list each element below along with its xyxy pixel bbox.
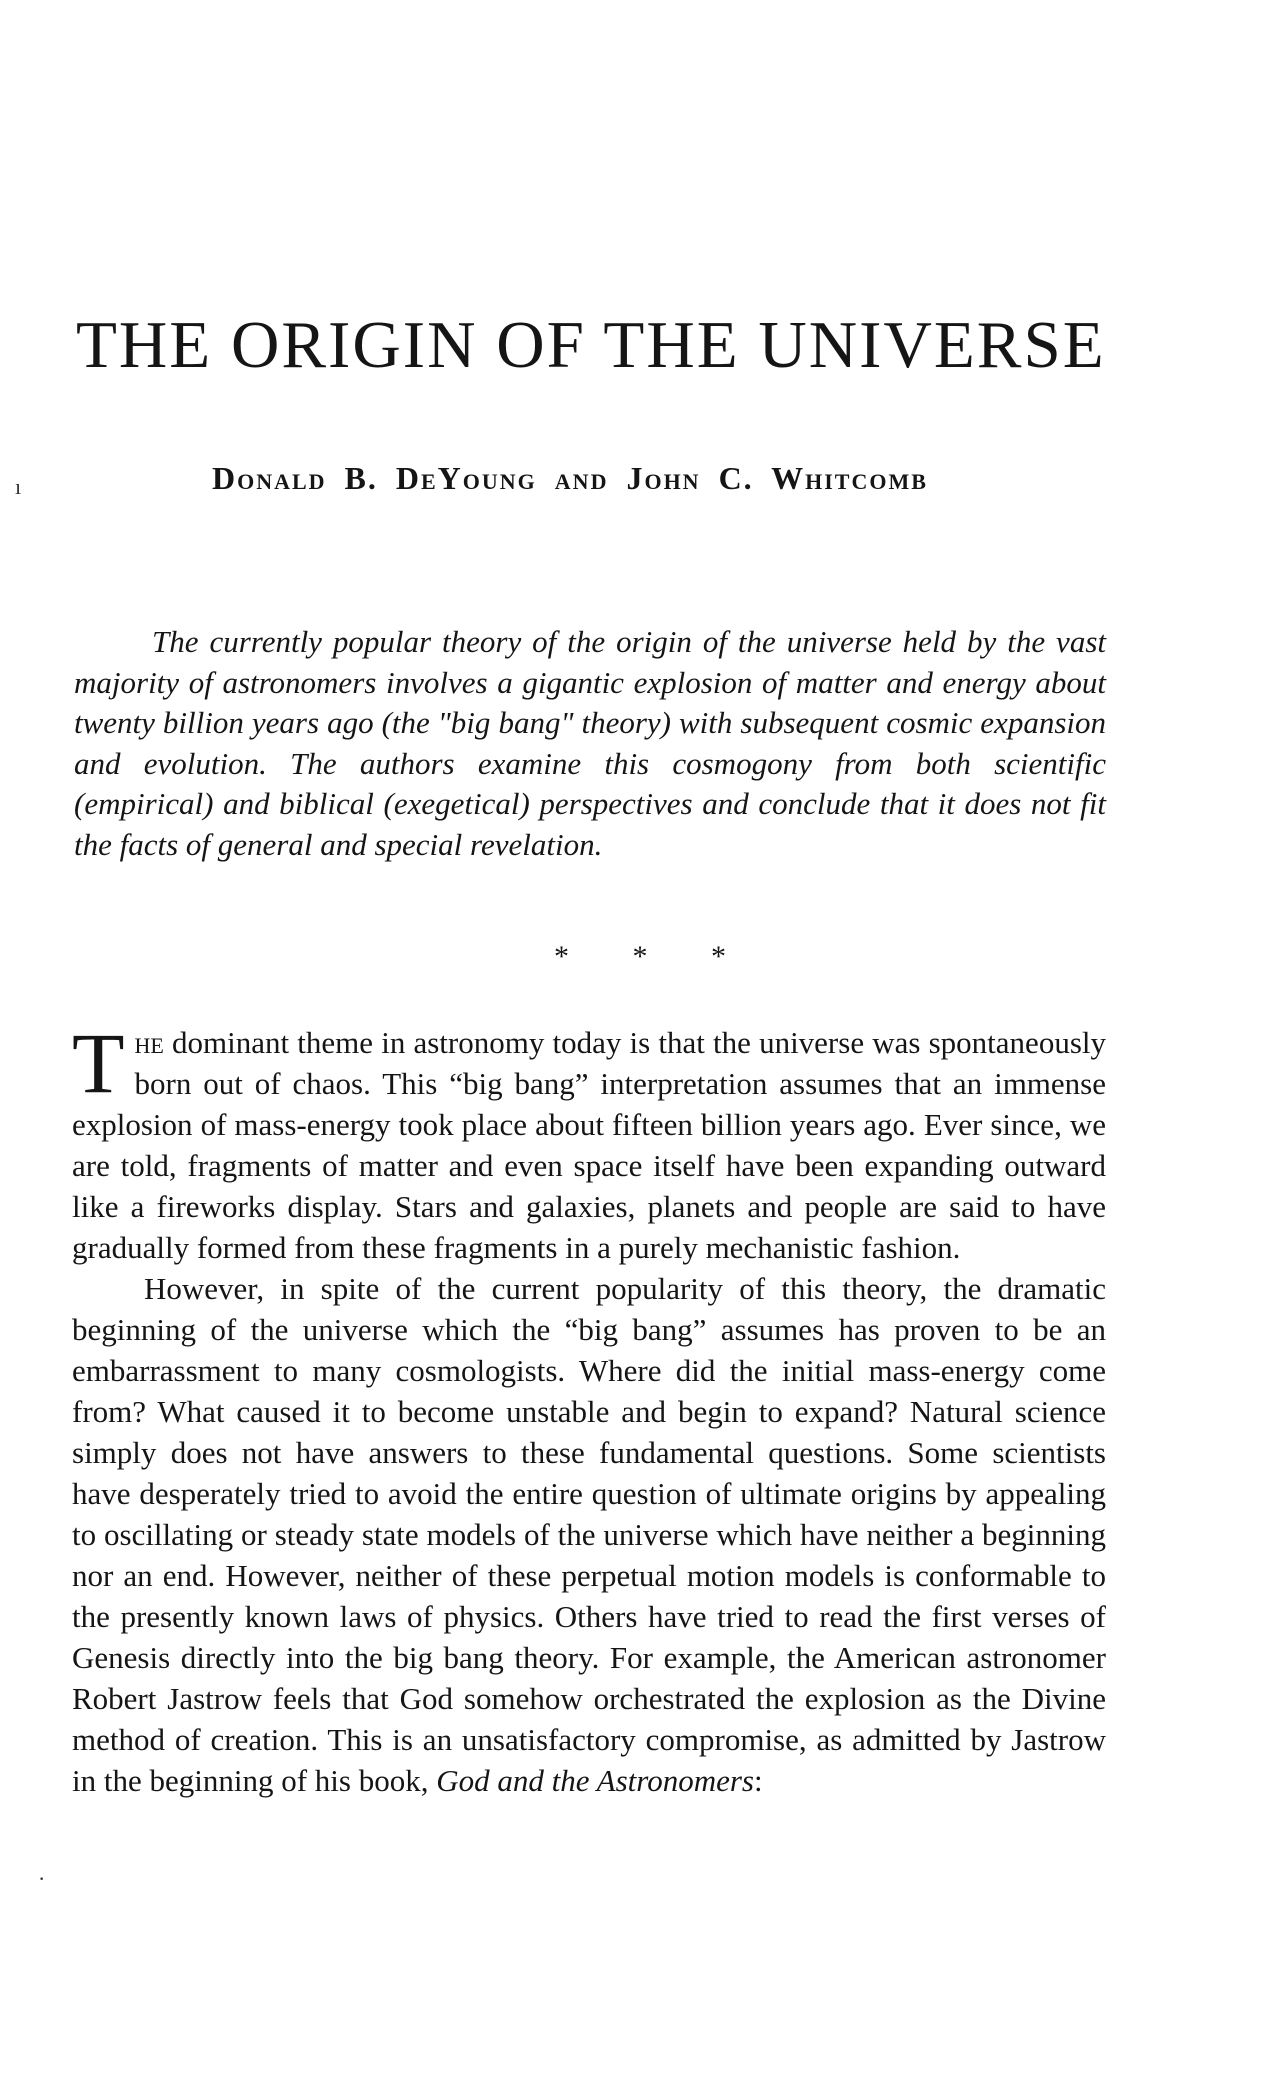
article-title: THE ORIGIN OF THE UNIVERSE: [76, 308, 1106, 382]
body-paragraph-2: [72, 1268, 1106, 1801]
book-title: God and the Astronomers: [436, 1763, 754, 1798]
lead-in: he: [134, 1025, 164, 1060]
paragraph-text: However, in spite of the current popularity of this theory, the dramatic beginning of the universe which the “big bang” assumes has proven to be an embarrassment to many cosmologists. Where did the initial mass-energy come from? What caused it to become unstable and begin to expand? Natural science simply does not have answers to these fundamental questions. Some scientists have desperately tried to avoid the entire question of ultimate origins by appealing to oscillating or steady state models of the universe which have neither a beginning nor an end. However, neither of these perpetual motion models is conformable to the presently known laws of physics. Others have tried to read the first verses of Genesis directly into the big bang theory. For example, the American astronomer Robert Jastrow feels that God somehow orchestrated the explosion as the Divine method of creation. This is an unsatisfactory compromise, as admitted by Jastrow in the beginning of his book,: [72, 1271, 1106, 1798]
paragraph-text: dominant theme in astronomy today is that the universe was spontaneously born out of chaos. This “big bang” interpretation assumes that an immense explosion of mass-energy took place about fifteen billion years ago. Ever since, we are told, fragments of matter and even space itself have been expanding outward like a fireworks display. Stars and galaxies, planets and people are said to have gradually formed from these fragments in a purely mechanistic fashion.: [72, 1025, 1106, 1265]
article-body: [72, 1015, 1106, 1801]
body-paragraph-1: [72, 1015, 1106, 1268]
stray-mark: ı: [15, 474, 22, 499]
article-abstract: The currently popular theory of the origin of the universe held by the vast majority of astronomers involves a gigantic explosion of matter and energy about twenty billion years ago (the "big bang" theory) with subsequent cosmic expansion and evolution. The authors examine this cosmogony from both scientific (empirical) and biblical (exegetical) perspectives and conclude that it does not fit the facts of general and special revelation.: [74, 624, 1106, 862]
stray-mark: ·: [38, 1866, 46, 1891]
paragraph-end: :: [753, 1763, 763, 1798]
drop-cap: T: [72, 1015, 125, 1111]
section-separator: * * *: [554, 940, 754, 973]
article-authors: Donald B. DeYoung and John C. Whitcomb: [212, 460, 928, 496]
